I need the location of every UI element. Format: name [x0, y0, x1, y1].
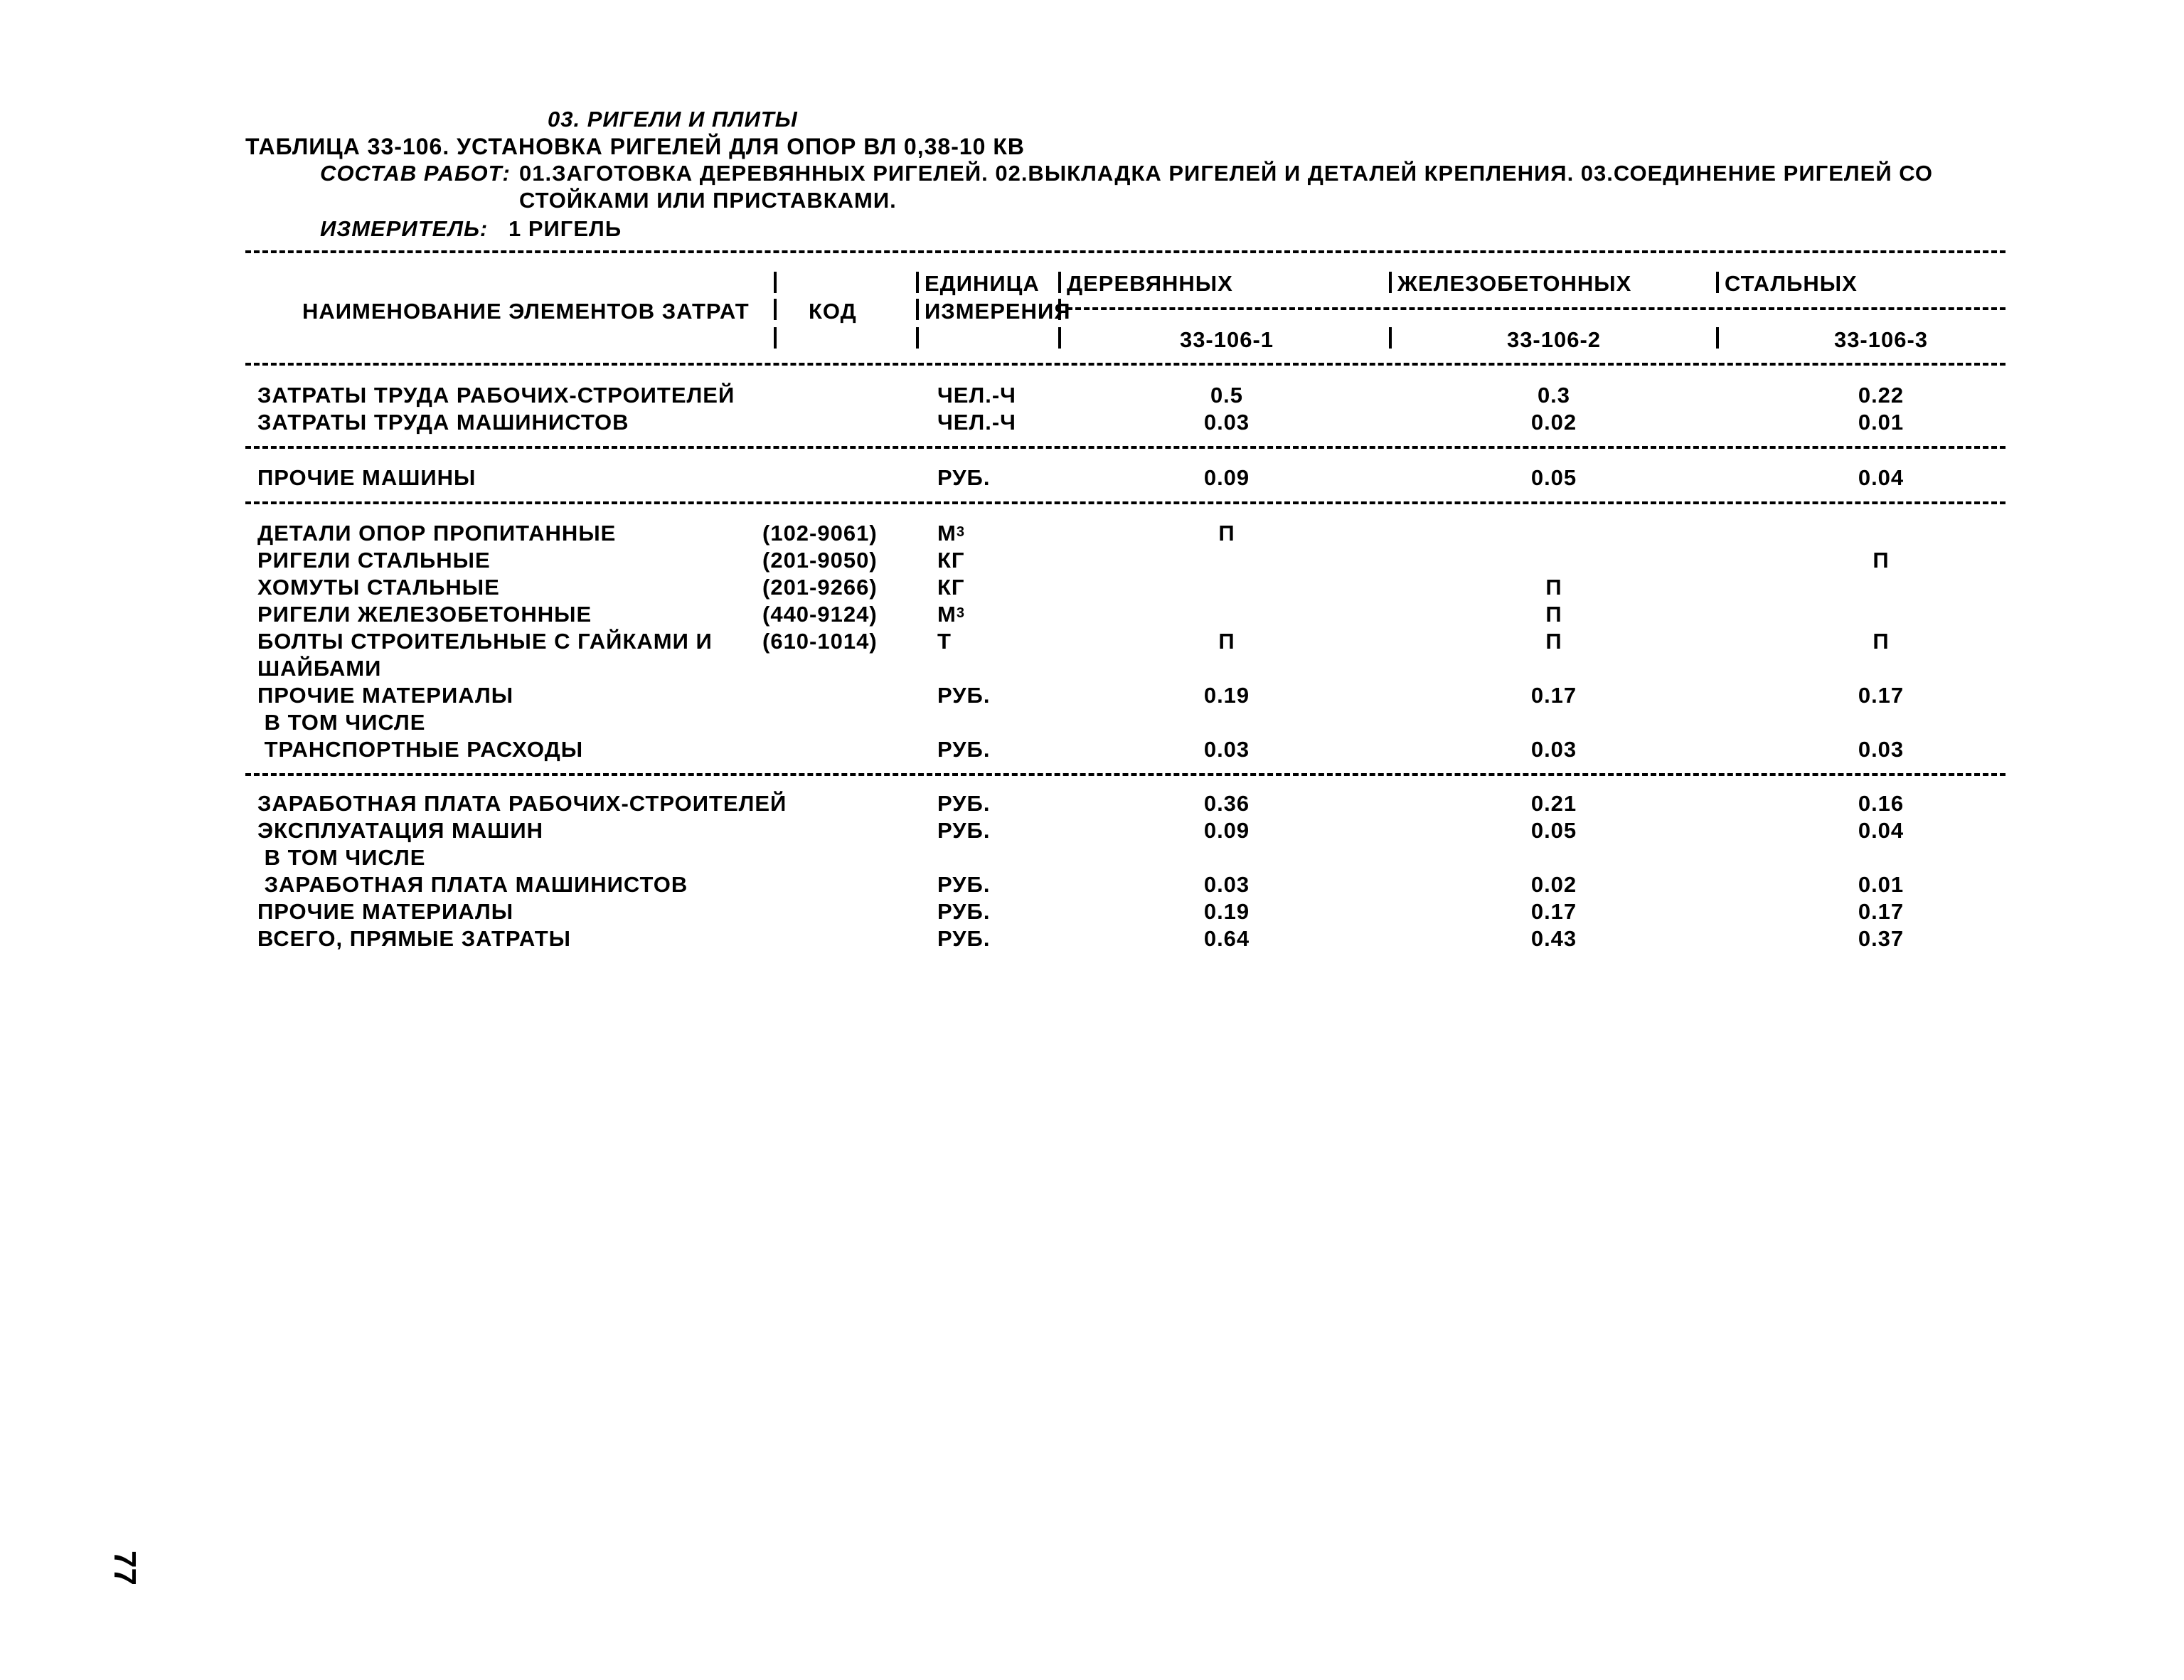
- works-text-line1: 01.ЗАГОТОВКА ДЕРЕВЯННЫХ РИГЕЛЕЙ. 02.ВЫКЛАДКА РИГЕЛЕЙ И ДЕТАЛЕЙ КРЕПЛЕНИЯ. 03.СОЕДИНЕНИЕ РИГЕЛЕЙ СО: [519, 161, 1933, 186]
- header-separator: [916, 272, 919, 293]
- header-separator: [774, 327, 777, 349]
- row-name: ЭКСПЛУАТАЦИЯ МАШИН: [257, 818, 544, 843]
- row-unit: РУБ.: [937, 818, 991, 843]
- row-name: ЗАРАБОТНАЯ ПЛАТА МАШИНИСТОВ: [257, 872, 688, 897]
- row-unit: КГ: [937, 548, 965, 573]
- row-name: ПРОЧИЕ МАШИНЫ: [257, 465, 476, 490]
- header-separator: [1058, 272, 1061, 293]
- row-name: РИГЕЛИ СТАЛЬНЫЕ: [257, 548, 491, 573]
- row-value-steel: 0.03: [1858, 737, 1905, 762]
- works-label: СОСТАВ РАБОТ:: [320, 161, 511, 186]
- row-value-concrete: П: [1545, 629, 1562, 654]
- column-group-concrete: ЖЕЛЕЗОБЕТОННЫХ: [1397, 271, 1632, 296]
- row-unit: Т: [937, 629, 952, 654]
- page-number: 77: [107, 1551, 142, 1585]
- row-value-wooden: 0.09: [1203, 465, 1250, 490]
- unit-base: М: [937, 521, 957, 546]
- divider: [245, 363, 2005, 366]
- column-header-code: КОД: [809, 299, 857, 324]
- row-value-steel: П: [1873, 629, 1890, 654]
- row-value-steel: 0.37: [1858, 926, 1905, 951]
- row-unit: [937, 522, 965, 544]
- unit-superscript: 3: [956, 605, 965, 621]
- row-value-concrete: 0.21: [1530, 791, 1577, 816]
- measure-label: ИЗМЕРИТЕЛЬ:: [320, 216, 489, 241]
- column-group-steel: СТАЛЬНЫХ: [1725, 271, 1858, 296]
- row-value-steel: П: [1873, 548, 1890, 573]
- row-unit: ЧЕЛ.-Ч: [937, 383, 1016, 408]
- row-value-wooden: 0.36: [1203, 791, 1250, 816]
- row-name: ПРОЧИЕ МАТЕРИАЛЫ: [257, 683, 514, 708]
- row-name: В ТОМ ЧИСЛЕ: [257, 710, 426, 735]
- row-value-wooden: П: [1218, 521, 1235, 546]
- header-separator: [916, 327, 919, 349]
- divider: [1067, 307, 2005, 310]
- row-value-steel: 0.04: [1858, 818, 1905, 843]
- column-header-name: НАИМЕНОВАНИЕ ЭЛЕМЕНТОВ ЗАТРАТ: [302, 299, 750, 324]
- row-unit: РУБ.: [937, 737, 991, 762]
- row-value-steel: 0.01: [1858, 872, 1905, 897]
- table-title: ТАБЛИЦА 33-106. УСТАНОВКА РИГЕЛЕЙ ДЛЯ ОПОР ВЛ 0,38-10 КВ: [245, 134, 1025, 159]
- row-name: ВСЕГО, ПРЯМЫЕ ЗАТРАТЫ: [257, 926, 571, 951]
- header-separator: [1058, 299, 1061, 320]
- row-name: БОЛТЫ СТРОИТЕЛЬНЫЕ С ГАЙКАМИ И: [257, 629, 713, 654]
- header-separator: [774, 272, 777, 293]
- column-header-unit-line2: ИЗМЕРЕНИЯ: [925, 299, 1071, 324]
- row-value-wooden: П: [1218, 629, 1235, 654]
- row-unit: РУБ.: [937, 791, 991, 816]
- column-code-1: 33-106-1: [1179, 327, 1274, 352]
- row-value-wooden: 0.19: [1203, 899, 1250, 924]
- row-unit: РУБ.: [937, 926, 991, 951]
- row-value-concrete: 0.05: [1530, 818, 1577, 843]
- header-separator: [774, 299, 777, 320]
- row-unit: ЧЕЛ.-Ч: [937, 410, 1016, 435]
- row-value-wooden: 0.03: [1203, 737, 1250, 762]
- row-name: ДЕТАЛИ ОПОР ПРОПИТАННЫЕ: [257, 521, 617, 546]
- row-value-concrete: 0.3: [1537, 383, 1571, 408]
- row-name: ЗАРАБОТНАЯ ПЛАТА РАБОЧИХ-СТРОИТЕЛЕЙ: [257, 791, 787, 816]
- row-unit: РУБ.: [937, 683, 991, 708]
- row-value-wooden: 0.03: [1203, 872, 1250, 897]
- row-value-concrete: П: [1545, 602, 1562, 627]
- unit-base: М: [937, 602, 957, 627]
- row-value-concrete: 0.17: [1530, 683, 1577, 708]
- row-value-concrete: 0.17: [1530, 899, 1577, 924]
- section-title: 03. РИГЕЛИ И ПЛИТЫ: [548, 107, 798, 132]
- row-name: ПРОЧИЕ МАТЕРИАЛЫ: [257, 899, 514, 924]
- unit-superscript: 3: [956, 524, 965, 540]
- row-value-steel: 0.04: [1858, 465, 1905, 490]
- row-code: (102-9061): [762, 521, 878, 546]
- header-separator: [1389, 327, 1392, 349]
- row-value-steel: 0.16: [1858, 791, 1905, 816]
- row-code: (610-1014): [762, 629, 878, 654]
- row-unit: РУБ.: [937, 899, 991, 924]
- header-separator: [1716, 272, 1719, 293]
- row-value-steel: 0.01: [1858, 410, 1905, 435]
- header-separator: [916, 299, 919, 320]
- row-code: (201-9050): [762, 548, 878, 573]
- row-unit: РУБ.: [937, 465, 991, 490]
- column-group-wooden: ДЕРЕВЯННЫХ: [1067, 271, 1233, 296]
- row-value-concrete: 0.43: [1530, 926, 1577, 951]
- row-name: ТРАНСПОРТНЫЕ РАСХОДЫ: [257, 737, 584, 762]
- row-value-steel: 0.17: [1858, 899, 1905, 924]
- divider: [245, 501, 2005, 504]
- row-code: (201-9266): [762, 575, 878, 600]
- divider: [245, 250, 2005, 253]
- row-unit: [937, 603, 965, 625]
- row-name-continued: ШАЙБАМИ: [257, 656, 382, 681]
- works-text-line2: СТОЙКАМИ ИЛИ ПРИСТАВКАМИ.: [519, 188, 897, 213]
- column-code-3: 33-106-3: [1833, 327, 1929, 352]
- header-separator: [1716, 327, 1719, 349]
- row-unit: КГ: [937, 575, 965, 600]
- row-value-concrete: 0.02: [1530, 872, 1577, 897]
- row-name: ЗАТРАТЫ ТРУДА МАШИНИСТОВ: [257, 410, 629, 435]
- row-value-wooden: 0.09: [1203, 818, 1250, 843]
- row-value-steel: 0.17: [1858, 683, 1905, 708]
- divider: [245, 773, 2005, 776]
- row-name: РИГЕЛИ ЖЕЛЕЗОБЕТОННЫЕ: [257, 602, 592, 627]
- row-value-wooden: 0.5: [1210, 383, 1244, 408]
- header-separator: [1058, 327, 1061, 349]
- row-code: (440-9124): [762, 602, 878, 627]
- row-name: ХОМУТЫ СТАЛЬНЫЕ: [257, 575, 500, 600]
- row-unit: РУБ.: [937, 872, 991, 897]
- divider: [245, 446, 2005, 449]
- header-separator: [1389, 272, 1392, 293]
- row-value-steel: 0.22: [1858, 383, 1905, 408]
- row-value-wooden: 0.19: [1203, 683, 1250, 708]
- row-value-concrete: 0.02: [1530, 410, 1577, 435]
- column-header-unit-line1: ЕДИНИЦА: [925, 271, 1040, 296]
- measure-value: 1 РИГЕЛЬ: [508, 216, 622, 241]
- row-value-wooden: 0.03: [1203, 410, 1250, 435]
- row-value-concrete: 0.03: [1530, 737, 1577, 762]
- row-name: В ТОМ ЧИСЛЕ: [257, 845, 426, 870]
- row-value-concrete: 0.05: [1530, 465, 1577, 490]
- row-value-concrete: П: [1545, 575, 1562, 600]
- row-value-wooden: 0.64: [1203, 926, 1250, 951]
- row-name: ЗАТРАТЫ ТРУДА РАБОЧИХ-СТРОИТЕЛЕЙ: [257, 383, 735, 408]
- column-code-2: 33-106-2: [1506, 327, 1602, 352]
